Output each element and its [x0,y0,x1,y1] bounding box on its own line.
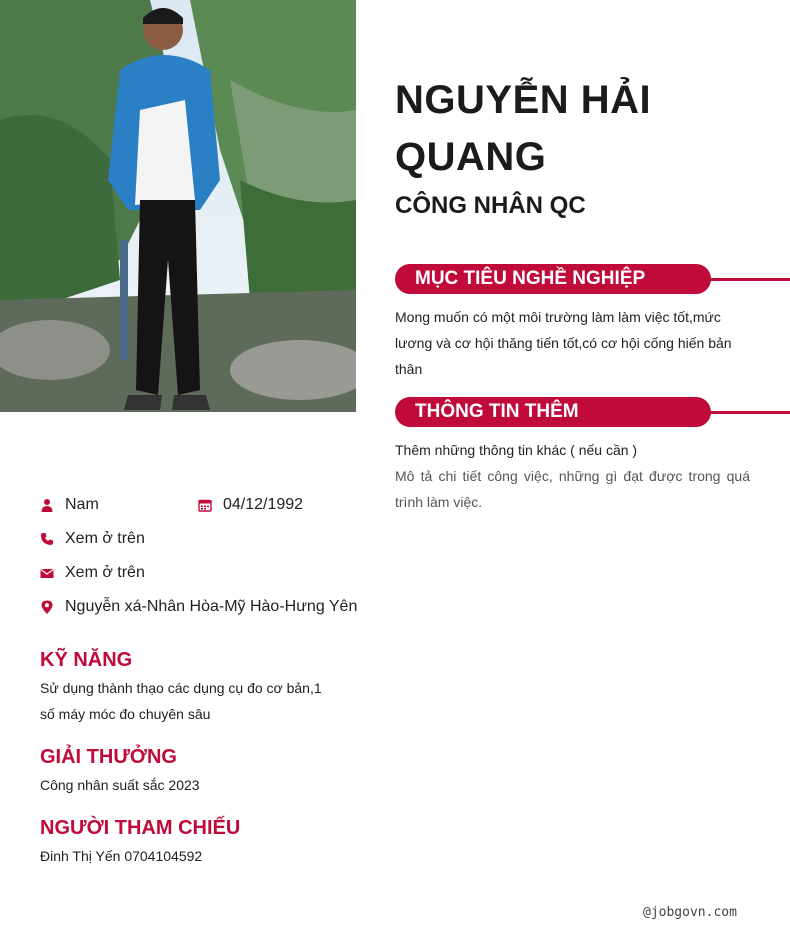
skills-title: KỸ NĂNG [40,649,133,671]
extra-text: Thêm những thông tin khác ( nếu cần ) [395,442,638,458]
skills-text: Sử dụng thành thạo các dụng cụ đo cơ bản,1 số máy móc đo chuyên sâu [40,680,322,722]
extra-title: THÔNG TIN THÊM [395,397,711,427]
references-text: Đinh Thị Yến 0704104592 [40,848,203,864]
objective-text: Mong muốn có một môi trường làm làm việc tốt,mức lương và cơ hội thăng tiến tốt,có cơ hội cống hiến bản thân [395,309,732,377]
person-icon [40,498,54,512]
objective-section-header [395,264,790,294]
profile-photo [0,0,356,412]
address-value: Nguyễn xá-Nhân Hòa-Mỹ Hào-Hưng Yên [65,598,358,615]
calendar-icon [198,498,212,512]
objective-title: MỤC TIÊU NGHỀ NGHIỆP [395,264,711,294]
phone-icon [40,532,54,546]
references-title: NGƯỜI THAM CHIẾU [40,817,241,839]
phone-value: Xem ở trên [65,530,145,547]
mail-icon [40,566,54,580]
awards-title: GIẢI THƯỞNG [40,746,177,768]
location-icon [40,600,54,614]
birthdate-value: 04/12/1992 [223,496,304,513]
candidate-name: NGUYỄN HẢI QUANG [395,78,652,179]
email-value: Xem ở trên [65,564,145,581]
gender-value: Nam [65,496,99,513]
extra-placeholder-text: Mô tả chi tiết công việc, những gì đạt được trong quá trình làm việc. [395,468,750,510]
job-title: CÔNG NHÂN QC [395,192,586,219]
awards-text: Công nhân suất sắc 2023 [40,777,200,793]
watermark: @jobgovn.com [643,905,737,920]
extra-section-header [395,397,790,427]
